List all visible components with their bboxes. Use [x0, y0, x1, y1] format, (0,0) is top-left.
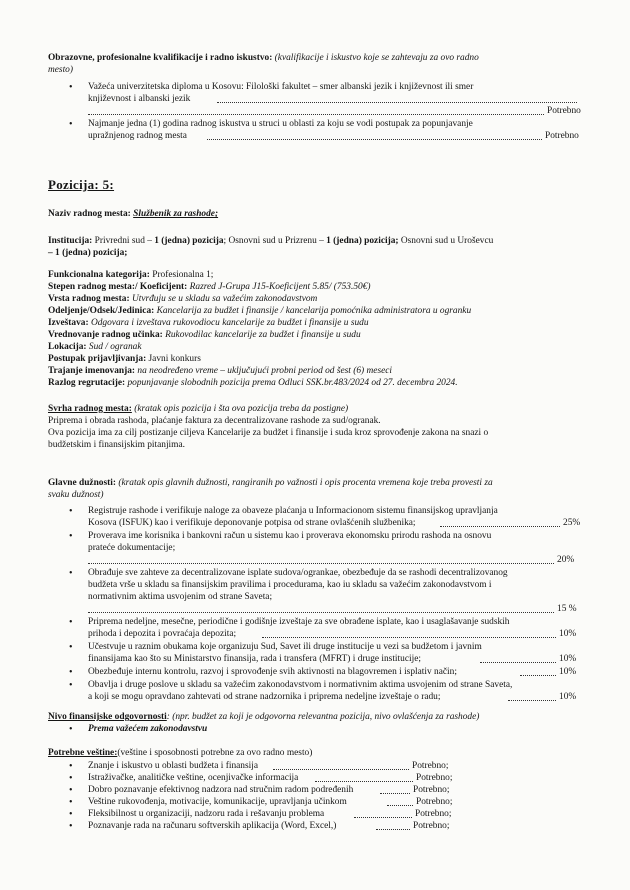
- bullet: •: [69, 119, 73, 130]
- duty-3-line-3: normativnim aktima usvojenim od strane Saveta;: [88, 592, 273, 602]
- duty-3-percent: 15 %: [557, 604, 577, 614]
- institution-part: Osnovni sud u Uroševcu: [398, 236, 494, 246]
- leader-dots: [315, 773, 413, 782]
- bullet: •: [69, 680, 73, 691]
- bullet: •: [69, 809, 73, 820]
- detail-label: Postupak prijavljivanja:: [48, 354, 147, 364]
- bullet: •: [69, 797, 73, 808]
- detail-row: [48, 366, 392, 378]
- duty-5-line-1: Učestvuje u raznim obukama koje organizuju Sud, Savet ili druge institucije u vezi sa budžetom i javnim: [88, 642, 482, 652]
- skill-requirement: Potrebno;: [412, 761, 449, 771]
- institution-row: [48, 236, 493, 248]
- financial-responsibility-item: Prema važećem zakonodavstvu: [88, 724, 208, 734]
- institution-count: 1 (jedna) pozicija: [154, 236, 224, 246]
- purpose-heading: [48, 404, 348, 416]
- detail-value: Razred J-Grupa J15-Koeficijent 5.85/ (753.50€): [187, 282, 371, 292]
- qualifications-hint-cont: mesto): [48, 65, 73, 75]
- bullet: •: [69, 821, 73, 832]
- qualification-2-line-2: upražnjenog radnog mesta: [88, 131, 187, 141]
- qualifications-label: Obrazovne, profesionalne kvalifikacije i radno iskustvo:: [48, 53, 273, 63]
- institution-count: 1 (jedna) pozicija;: [326, 236, 399, 246]
- skill-requirement: Potrebno;: [415, 809, 452, 819]
- duty-5-percent: 10%: [559, 654, 577, 664]
- detail-row: [48, 354, 201, 366]
- skills-label: Potrebne veštine:: [48, 748, 118, 758]
- qualification-1-requirement: Potrebno: [547, 106, 581, 116]
- job-title-row: [48, 209, 218, 221]
- detail-row: [48, 306, 471, 318]
- leader-dots: [380, 785, 410, 794]
- duty-3-line-2: budžeta vrše u skladu sa finansijskim pravilima i procedurama, kao iu skladu sa važećim zakonodavstvom i: [88, 580, 492, 590]
- duty-7-line-1: Obavlja i druge poslove u skladu sa važećim zakonodavstvom i normativnim aktima usvojenim od strane Saveta,: [88, 680, 513, 690]
- bullet: •: [69, 506, 73, 517]
- duty-7-percent: 10%: [559, 692, 577, 702]
- purpose-text: Ova pozicija ima za cilj postizanje ciljeva Kancelarije za budžet i finansije i suda kroz sprovođenje zakona na snazi o: [48, 428, 489, 438]
- purpose-text: budžetskim i finansijskim pitanjima.: [48, 440, 185, 450]
- leader-dots: [207, 131, 542, 140]
- duty-4-line-2: prihoda i depozita i povraćaja depozita;: [88, 629, 237, 639]
- detail-row: [48, 282, 371, 294]
- duty-1-line-2: Kosova (ISFUK) kao i verifikuje deponovanje potpisa od strane ovlašćenih službenika;: [88, 518, 416, 528]
- detail-value: Sud / ogranak: [86, 342, 142, 352]
- bullet: •: [69, 82, 73, 93]
- purpose-text: Priprema i obrada rashoda, plaćanje faktura za decentralizovane rashode za sud/ogranak.: [48, 416, 381, 426]
- purpose-label: Svrha radnog mesta:: [48, 404, 132, 414]
- detail-label: Vrednovanje radnog učinka:: [48, 330, 163, 340]
- duty-4-percent: 10%: [559, 629, 577, 639]
- skill-item: Poznavanje rada na računaru softverskih aplikacija (Word, Excel,): [88, 821, 337, 831]
- detail-label: Razlog regrutacije:: [48, 378, 126, 388]
- detail-value: Rukovodilac kancelarije za budžet i finansije u sudu: [162, 330, 361, 340]
- leader-dots: [440, 518, 560, 527]
- leader-dots: [520, 667, 556, 676]
- skill-item: Fleksibilnost u organizaciji, nadzoru rada i rešavanju problema: [88, 809, 325, 819]
- detail-value: Kancelarija za budžet i finansije / kancelarija pomoćnika administratora u ogranku: [154, 306, 472, 316]
- skill-requirement: Potrebno;: [416, 797, 453, 807]
- bullet: •: [69, 761, 73, 772]
- detail-value: Javni konkurs: [146, 354, 201, 364]
- detail-label: Stepen radnog mesta:/ Koeficijent:: [48, 282, 188, 292]
- skills-heading: [48, 748, 312, 760]
- duty-2-line-2: prateće dokumentacije;: [88, 543, 176, 553]
- duty-2-percent: 20%: [557, 555, 575, 565]
- leader-dots: [88, 555, 554, 564]
- duty-4-line-1: Priprema nedeljne, mesečne, periodične i godišnje izveštaje za sve obrađene isplate, kao i usaglašavanje sudskih: [88, 617, 510, 627]
- bullet: •: [69, 617, 73, 628]
- institution-part: Privredni sud –: [92, 236, 155, 246]
- skill-requirement: Potrebno;: [413, 785, 450, 795]
- financial-responsibility-heading: [48, 712, 479, 724]
- leader-dots: [273, 761, 409, 770]
- leader-dots: [480, 654, 556, 663]
- qualifications-hint: (kvalifikacije i iskustvo koje se zahtevaju za ovo radno: [272, 53, 479, 63]
- qualification-1-line-2: književnost i albanski jezik: [88, 94, 191, 104]
- duties-heading: [48, 478, 493, 490]
- detail-value: Odgovara i izveštava rukovodiocu kancelarije za budžet i finansije u sudu: [88, 318, 369, 328]
- purpose-hint: (kratak opis pozicija i šta ova pozicija treba da postigne): [131, 404, 349, 414]
- detail-value: na neodređeno vreme – uključujući probni period od šest (6) meseci: [135, 366, 393, 376]
- skill-item: Istraživačke, analitičke veštine, ocenjivačke informacija: [88, 773, 299, 783]
- institution-part: ; Osnovni sud u Prizrenu –: [223, 236, 327, 246]
- leader-dots: [376, 821, 410, 830]
- detail-label: Funkcionalna kategorija:: [48, 270, 150, 280]
- bullet: •: [69, 642, 73, 653]
- detail-row: [48, 342, 142, 354]
- detail-row: [48, 318, 369, 330]
- skill-requirement: Potrebno;: [416, 773, 453, 783]
- duties-hint: (kratak opis glavnih dužnosti, rangiranih po važnosti i opis procenta vremena koje treba provesti za: [115, 478, 493, 488]
- detail-row: [48, 330, 361, 342]
- leader-dots: [354, 809, 412, 818]
- position-title: Pozicija: 5:: [48, 177, 115, 192]
- detail-label: Odeljenje/Odsek/Jedinica:: [48, 306, 155, 316]
- duties-label: Glavne dužnosti:: [48, 478, 116, 488]
- bullet: •: [69, 568, 73, 579]
- bullet: •: [69, 785, 73, 796]
- duty-2-line-1: Proverava ime korisnika i bankovni račun u sistemu kao i proverava ekonomsku prirodu rashoda na osnovu: [88, 531, 492, 541]
- duty-1-percent: 25%: [563, 518, 581, 528]
- qualification-2-line-1: Najmanje jedna (1) godina radnog iskustva u struci u oblasti za koju se vodi postupak za popunjavanje: [88, 119, 473, 129]
- detail-label: Lokacija:: [48, 342, 87, 352]
- detail-row: [48, 294, 317, 306]
- qualification-2-requirement: Potrebno: [545, 131, 579, 141]
- skill-item: Veštine rukovođenja, motivacije, komunikacije, upravljanja učinkom: [88, 797, 347, 807]
- leader-dots: [262, 629, 556, 638]
- qualifications-heading: [48, 53, 479, 65]
- job-title-label: Naziv radnog mesta:: [48, 209, 131, 219]
- duty-6-percent: 10%: [559, 667, 577, 677]
- detail-row: [48, 378, 458, 390]
- detail-label: Izveštava:: [48, 318, 89, 328]
- bullet: •: [69, 531, 73, 542]
- duty-5-line-2: finansijama kao što su Ministarstvo finansija, rada i transfera (MFRT) i druge institucije;: [88, 654, 421, 664]
- detail-row: [48, 270, 213, 282]
- detail-value: Utvrđuju se u skladu sa važećim zakonodavstvom: [129, 294, 318, 304]
- bullet: •: [69, 773, 73, 784]
- skill-item: Dobro poznavanje efektivnog nadzora nad stručnim radom podređenih: [88, 785, 354, 795]
- detail-label: Vrsta radnog mesta:: [48, 294, 130, 304]
- duties-hint-cont: svaku dužnost): [48, 490, 104, 500]
- leader-dots: [88, 604, 554, 613]
- bullet: •: [69, 724, 73, 735]
- job-title-value: Službenik za rashode;: [133, 209, 219, 219]
- institution-label: Institucija:: [48, 236, 93, 246]
- leader-dots: [217, 94, 577, 103]
- detail-value: popunjavanje slobodnih pozicija prema Odluci SSK.br.483/2024 od 27. decembra 2024.: [125, 378, 458, 388]
- duty-3-line-1: Obrađuje sve zahteve za decentralizovane isplate sudova/ogrankae, obezbeđuje da se rashodi decentralizovanog: [88, 568, 508, 578]
- skill-requirement: Potrebno;: [413, 821, 450, 831]
- financial-responsibility-label: Nivo finansijske odgovornosti: [48, 712, 167, 722]
- leader-dots: [88, 106, 544, 115]
- leader-dots: [508, 692, 556, 701]
- duty-7-line-2: a koji se mogu opravdano zahtevati od strane nadzornika i priprema nedelјne izveštaje o radu;: [88, 692, 441, 702]
- detail-label: Trajanje imenovanja:: [48, 366, 136, 376]
- skills-hint: (veštine i sposobnosti potrebne za ovo radno mesto): [117, 748, 313, 758]
- bullet: •: [69, 667, 73, 678]
- duty-1-line-1: Registruje rashode i verifikuje naloge za obaveze plaćanja u Informacionom sistemu finansijskog upravljanja: [88, 506, 498, 516]
- financial-responsibility-hint: : (npr. budžet za koji je odgovorna relevantna pozicija, nivo ovlašćenja za rashode): [166, 712, 480, 722]
- detail-value: Profesionalna 1;: [149, 270, 214, 280]
- skill-item: Znanje i iskustvo u oblasti budžeta i finansija: [88, 761, 259, 771]
- duty-6-line-1: Obezbeđuje internu kontrolu, razvoj i sprovođenje svih aktivnosti na blagovremen i isplativ način;: [88, 667, 457, 677]
- qualification-1-line-1: Važeća univerzitetska diploma u Kosovu: Filološki fakultet – smer albanski jezik i književnost ili smer: [88, 82, 474, 92]
- institution-count: – 1 (jedna) pozicija;: [48, 248, 128, 258]
- leader-dots: [387, 797, 413, 806]
